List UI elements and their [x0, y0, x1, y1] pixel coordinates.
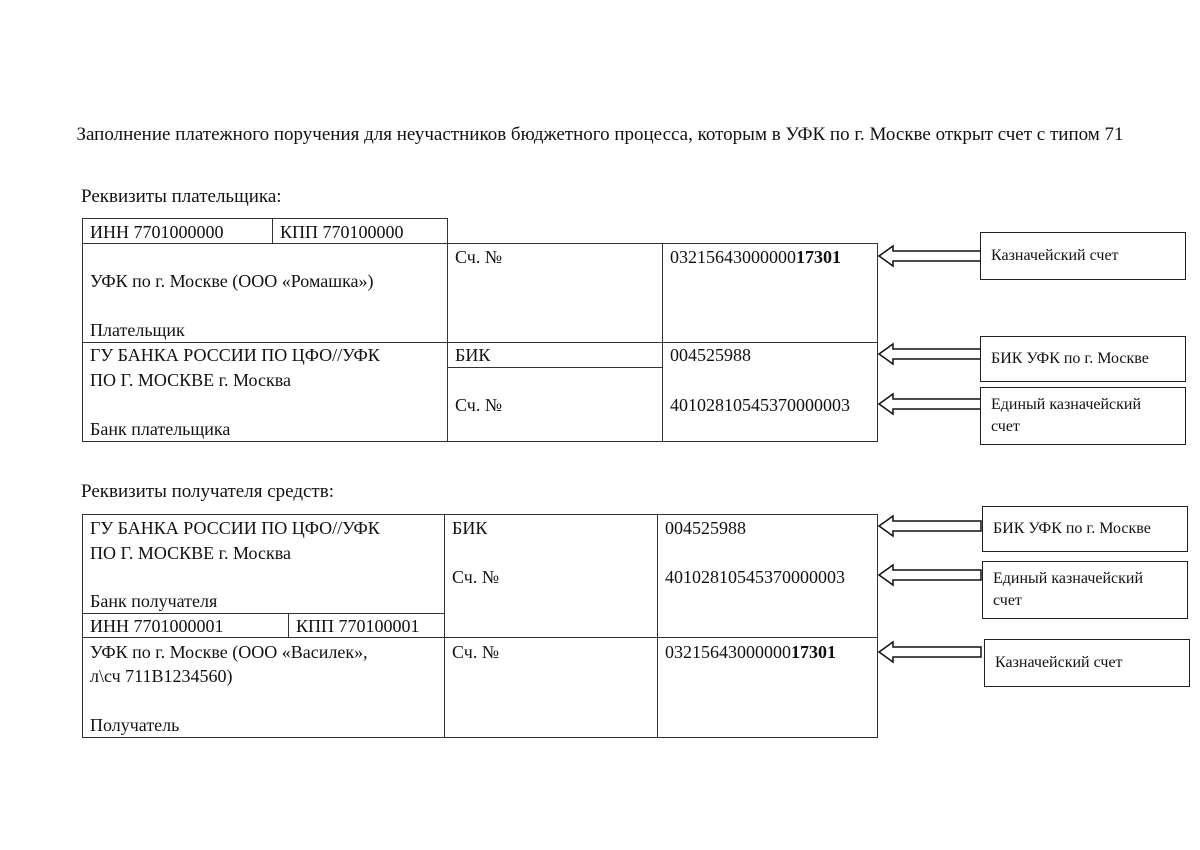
payer-bank-account-value: 40102810545370000003	[670, 395, 850, 415]
recipient-account-label: Сч. №	[452, 642, 499, 662]
left-arrow-icon	[879, 393, 983, 415]
payer-inn: ИНН 7701000000	[90, 222, 224, 242]
page-title: Заполнение платежного поручения для неучастников бюджетного процесса, которым в УФК по г. Москве открыт счет с типом 71	[76, 124, 1124, 145]
recipient-bank-account-label: Сч. №	[452, 567, 499, 587]
recipient-bik-value: 004525988	[665, 518, 746, 538]
payer-bik-value: 004525988	[670, 345, 751, 365]
recipient-bik-label: БИК	[452, 518, 488, 538]
recipient-caption: Получатель	[90, 715, 180, 735]
payer-section-heading: Реквизиты плательщика:	[81, 186, 282, 207]
payer-bik-label: БИК	[455, 345, 491, 365]
left-arrow-icon	[879, 245, 983, 267]
callout-payer-treasury-account: Казначейский счет	[980, 232, 1186, 280]
recipient-account-number: 0321564300000017301	[665, 642, 836, 662]
recipient-kpp: КПП 770100001	[296, 616, 420, 636]
payer-bank-name-line1: ГУ БАНКА РОССИИ ПО ЦФО//УФК	[90, 345, 380, 365]
payer-kpp: КПП 770100000	[280, 222, 404, 242]
payer-caption: Плательщик	[90, 320, 185, 340]
callout-recipient-treasury-account: Казначейский счет	[984, 639, 1190, 687]
left-arrow-icon	[879, 641, 983, 663]
payer-account-number: 0321564300000017301	[670, 247, 841, 267]
recipient-bank-name-line2: ПО Г. МОСКВЕ г. Москва	[90, 543, 291, 563]
payer-name: УФК по г. Москве (ООО «Ромашка»)	[90, 271, 374, 291]
recipient-section-heading: Реквизиты получателя средств:	[81, 481, 334, 502]
recipient-inn: ИНН 7701000001	[90, 616, 224, 636]
recipient-bank-name-line1: ГУ БАНКА РОССИИ ПО ЦФО//УФК	[90, 518, 380, 538]
recipient-bank-account-value: 40102810545370000003	[665, 567, 845, 587]
left-arrow-icon	[879, 564, 983, 586]
recipient-name-line2: л\сч 711В1234560)	[90, 666, 233, 686]
payer-bank-name-line2: ПО Г. МОСКВЕ г. Москва	[90, 370, 291, 390]
payer-bank-caption: Банк плательщика	[90, 419, 231, 439]
callout-payer-single-treasury-account: Единый казначейский счет	[980, 387, 1186, 445]
callout-payer-bik: БИК УФК по г. Москве	[980, 336, 1186, 382]
left-arrow-icon	[879, 515, 983, 537]
recipient-bank-caption: Банк получателя	[90, 591, 218, 611]
callout-recipient-single-treasury-account: Единый казначейский счет	[982, 561, 1188, 619]
callout-recipient-bik: БИК УФК по г. Москве	[982, 506, 1188, 552]
recipient-name-line1: УФК по г. Москве (ООО «Василек»,	[90, 642, 368, 662]
payer-account-label: Сч. №	[455, 247, 502, 267]
left-arrow-icon	[879, 343, 983, 365]
payer-bank-account-label: Сч. №	[455, 395, 502, 415]
